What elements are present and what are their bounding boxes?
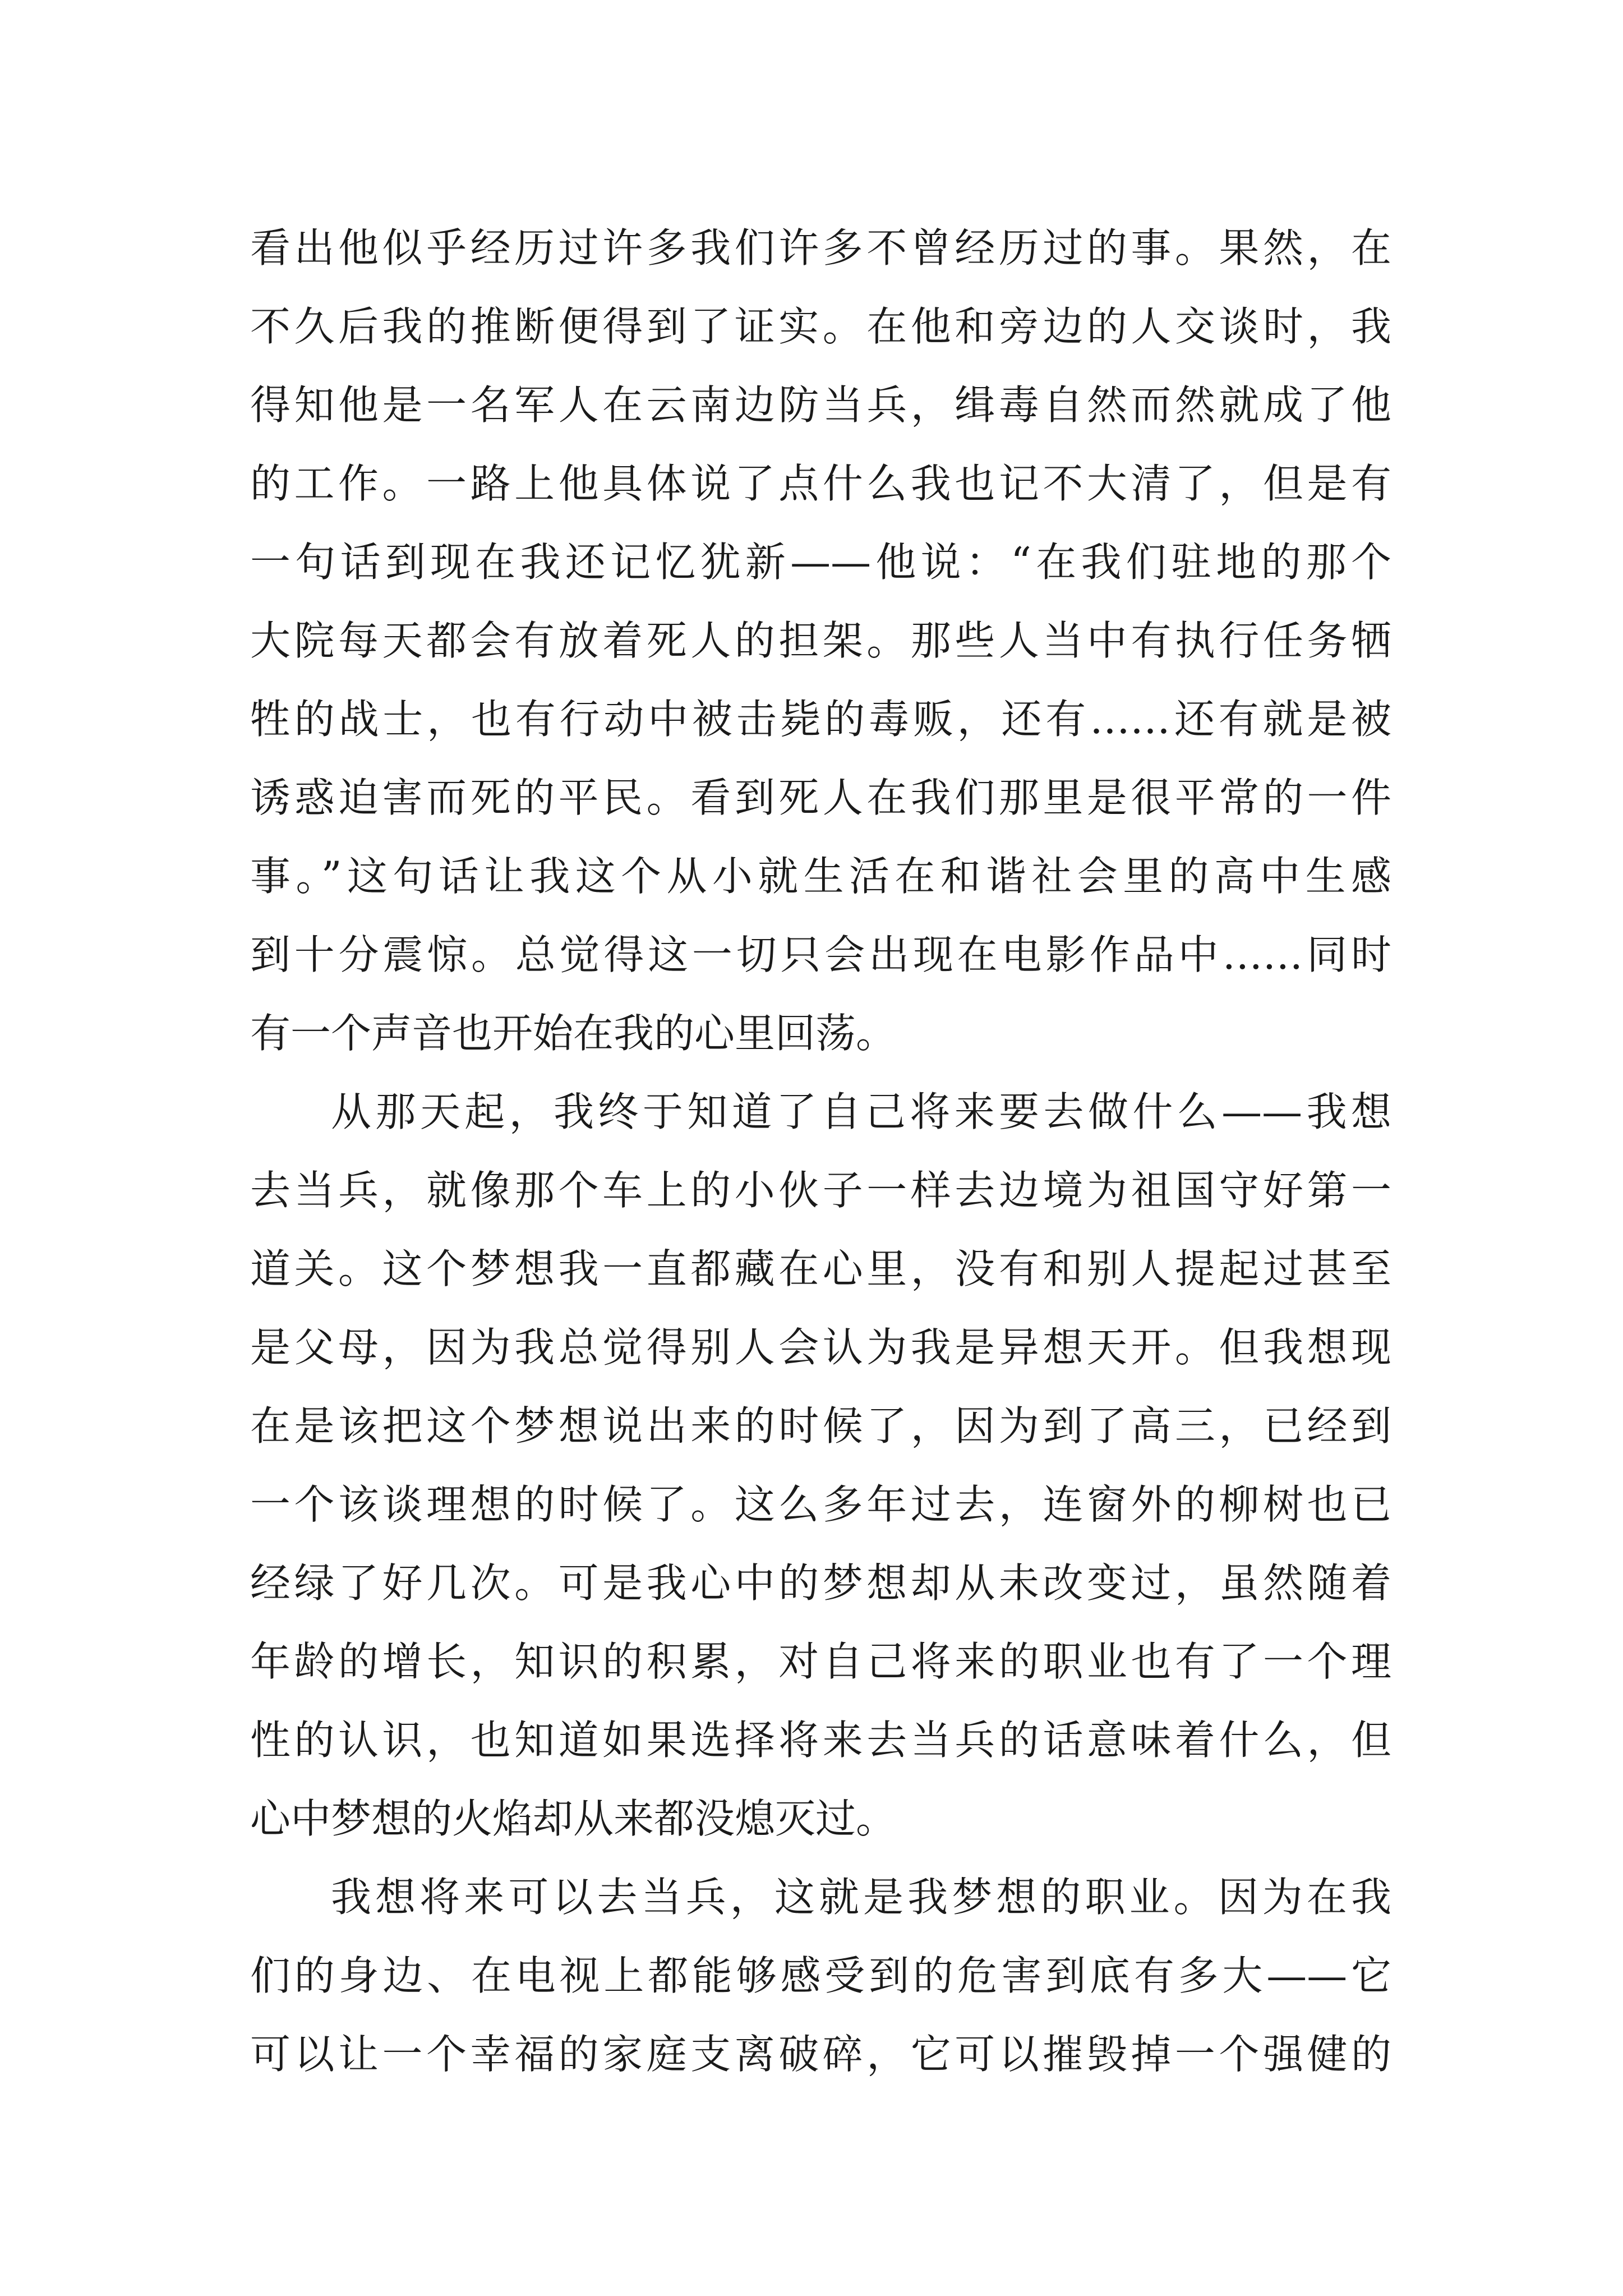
- text-line: 诱惑迫害而死的平民。看到死人在我们那里是很平常的一件: [250, 774, 1391, 821]
- text-line: 大院每天都会有放着死人的担架。那些人当中有执行任务牺: [250, 617, 1391, 664]
- text-line: 有一个声音也开始在我的心里回荡。: [250, 1010, 897, 1057]
- text-line: 去当兵，就像那个车上的小伙子一样去边境为祖国守好第一: [250, 1167, 1391, 1214]
- text-line: 心中梦想的火焰却从来都没熄灭过。: [250, 1795, 897, 1842]
- text-line: 一个该谈理想的时候了。这么多年过去，连窗外的柳树也已: [250, 1481, 1391, 1528]
- text-line: 牲的战士，也有行动中被击毙的毒贩，还有……还有就是被: [250, 696, 1391, 743]
- text-line: 得知他是一名军人在云南边防当兵，缉毒自然而然就成了他: [250, 381, 1391, 429]
- text-line: 不久后我的推断便得到了证实。在他和旁边的人交谈时，我: [250, 303, 1391, 350]
- text-line: 从那天起，我终于知道了自己将来要去做什么——我想: [331, 1088, 1391, 1135]
- text-line: 经绿了好几次。可是我心中的梦想却从未改变过，虽然随着: [250, 1559, 1391, 1607]
- text-line: 一句话到现在我还记忆犹新——他说：“在我们驻地的那个: [250, 539, 1391, 586]
- text-line: 我想将来可以去当兵，这就是我梦想的职业。因为在我: [331, 1874, 1391, 1921]
- text-line: 看出他似乎经历过许多我们许多不曾经历过的事。果然，在: [250, 224, 1391, 272]
- text-line: 道关。这个梦想我一直都藏在心里，没有和别人提起过甚至: [250, 1245, 1391, 1292]
- body-text: [250, 209, 1391, 2093]
- text-line: 的工作。一路上他具体说了点什么我也记不大清了，但是有: [250, 460, 1391, 507]
- text-line: 年龄的增长，知识的积累，对自己将来的职业也有了一个理: [250, 1638, 1391, 1685]
- text-line: 是父母，因为我总觉得别人会认为我是异想天开。但我想现: [250, 1324, 1391, 1371]
- text-line: 们的身边、在电视上都能够感受到的危害到底有多大——它: [250, 1952, 1391, 1999]
- text-line: 在是该把这个梦想说出来的时候了，因为到了高三，已经到: [250, 1402, 1391, 1450]
- text-line: 可以让一个幸福的家庭支离破碎，它可以摧毁掉一个强健的: [250, 2031, 1391, 2078]
- text-line: 到十分震惊。总觉得这一切只会出现在电影作品中……同时: [250, 931, 1391, 978]
- text-line: 性的认识，也知道如果选择将来去当兵的话意味着什么，但: [250, 1717, 1391, 1764]
- text-line: 事。”这句话让我这个从小就生活在和谐社会里的高中生感: [250, 853, 1391, 900]
